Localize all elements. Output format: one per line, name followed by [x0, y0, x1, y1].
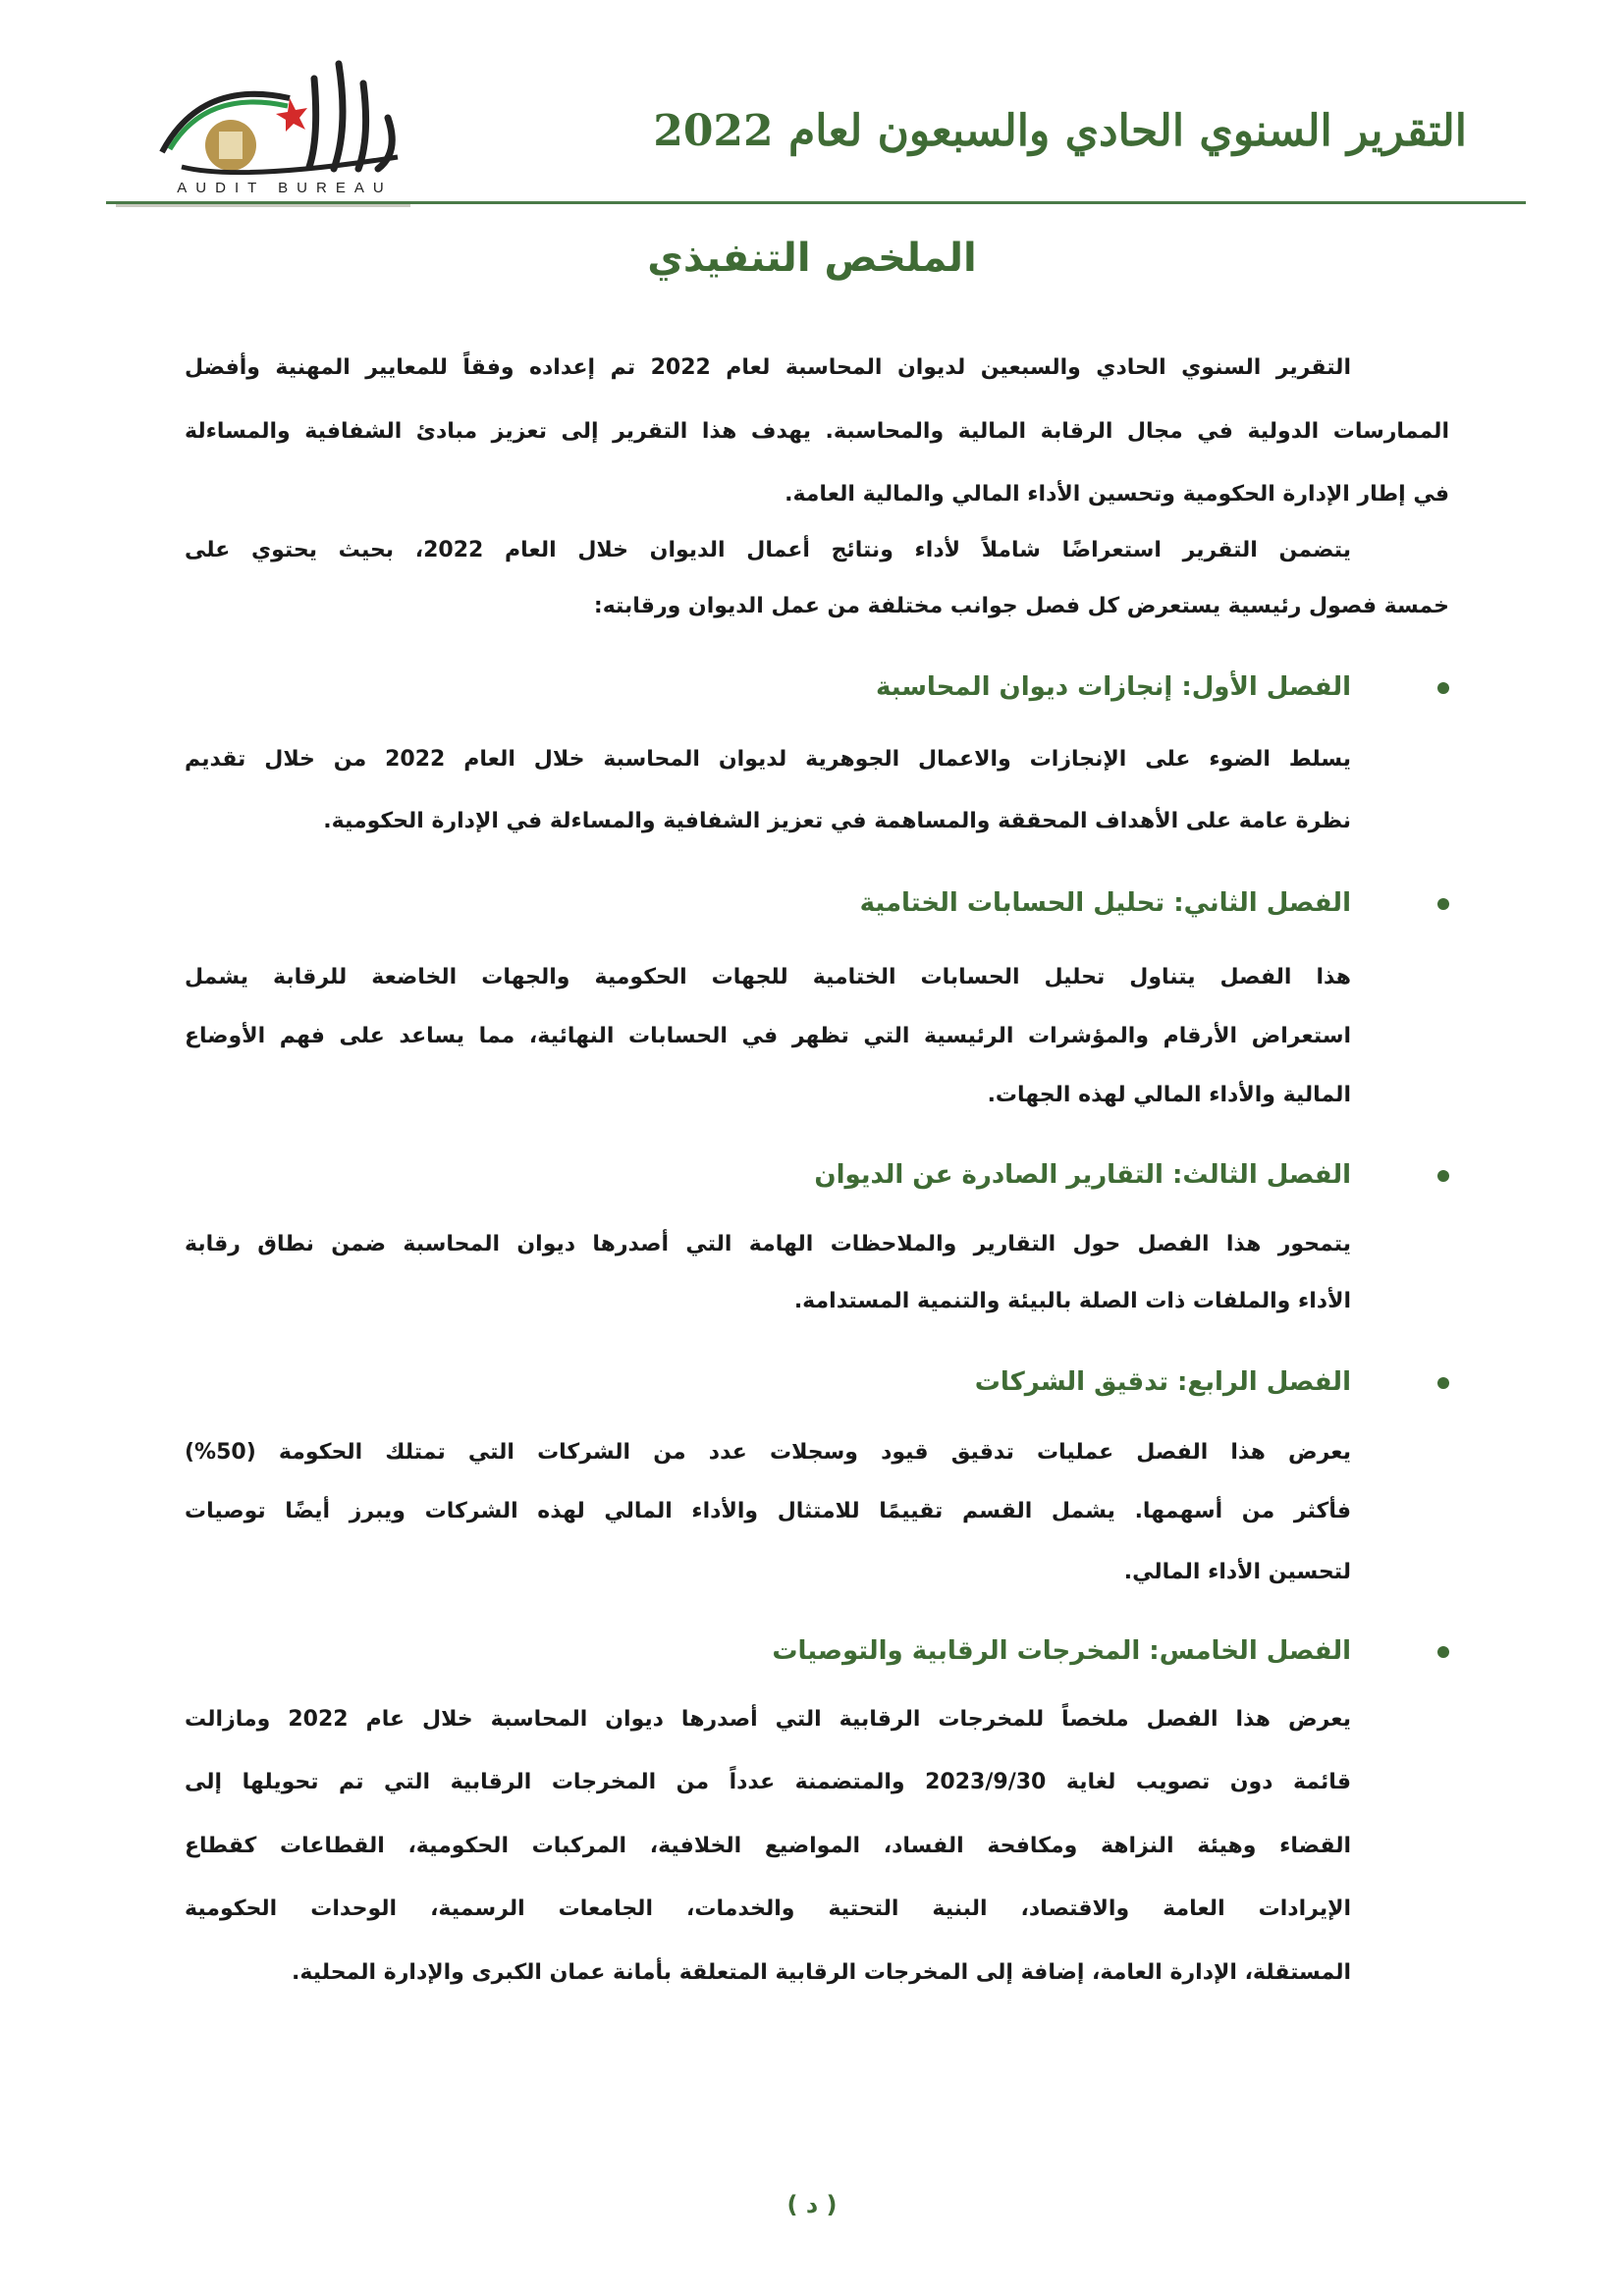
- chapter-text-line: الأداء والملفات ذات الصلة بالبيئة والتنمية المستدامة.: [793, 1289, 1351, 1313]
- chapter-text-line: المالية والأداء المالي لهذه الجهات.: [987, 1083, 1351, 1107]
- chapter-heading: الفصل الثاني: تحليل الحسابات الختامية: [859, 888, 1351, 918]
- header-divider-accent: [116, 204, 410, 207]
- chapter-text-line: هذا الفصل يتناول تحليل الحسابات الختامية للجهات الحكومية والجهات الخاضعة للرقابة يشمل: [185, 965, 1351, 989]
- chapter-heading: الفصل الخامس: المخرجات الرقابية والتوصيات: [772, 1636, 1351, 1666]
- chapter-text-line: الإيرادات العامة والاقتصاد، البنية التحتية والخدمات، الجامعات الرسمية، الوحدات الحكومية: [185, 1896, 1351, 1921]
- chapter-text-line: نظرة عامة على الأهداف المحققة والمساهمة في تعزيز الشفافية والمساءلة في الإدارة الحكومية.: [323, 809, 1351, 833]
- report-header-title: التقرير السنوي الحادي والسبعون لعام 2022: [653, 106, 1467, 156]
- paragraph-line: التقرير السنوي الحادي والسبعين لديوان المحاسبة لعام 2022 تم إعداده وفقاً للمعايير المهنية وأفضل: [185, 355, 1351, 380]
- chapter-text-line: يتمحور هذا الفصل حول التقارير والملاحظات الهامة التي أصدرها ديوان المحاسبة ضمن نطاق رقابة: [185, 1232, 1351, 1256]
- chapter-text-line: يعرض هذا الفصل عمليات تدقيق قيود وسجلات عدد من الشركات التي تمتلك الحكومة (50%): [185, 1440, 1351, 1465]
- bullet-icon: [1437, 898, 1449, 910]
- paragraph-line: يتضمن التقرير استعراضًا شاملاً لأداء ونتائج أعمال الديوان خلال العام 2022، بحيث يحتوي على: [185, 538, 1352, 562]
- chapter-text-line: يعرض هذا الفصل ملخصاً للمخرجات الرقابية التي أصدرها ديوان المحاسبة خلال عام 2022 ومازالت: [185, 1707, 1351, 1732]
- chapter-text-line: القضاء وهيئة النزاهة ومكافحة الفساد، المواضيع الخلافية، المركبات الحكومية، القطاعات كقطاع: [185, 1834, 1351, 1858]
- chapter-heading: الفصل الثالث: التقارير الصادرة عن الديوان: [814, 1160, 1351, 1190]
- chapter-heading: الفصل الرابع: تدقيق الشركات: [974, 1367, 1351, 1397]
- page-title: الملخص التنفيذي: [647, 236, 977, 281]
- svg-text:AUDIT BUREAU: AUDIT BUREAU: [177, 180, 393, 196]
- bullet-icon: [1437, 682, 1449, 694]
- paragraph-line: الممارسات الدولية في مجال الرقابة المالية والمحاسبة. يهدف هذا التقرير إلى تعزيز مبادئ الشفافية والمساءلة: [185, 419, 1449, 444]
- chapter-text-line: فأكثر من أسهمها. يشمل القسم تقييمًا للامتثال والأداء المالي لهذه الشركات ويبرز أيضًا توصيات: [185, 1499, 1351, 1523]
- chapter-text-line: قائمة دون تصويب لغاية 2023/9/30 والمتضمنة عدداً من المخرجات الرقابية التي تم تحويلها إلى: [185, 1770, 1351, 1794]
- page-number: ( د ): [786, 2191, 838, 2218]
- chapter-text-line: لتحسين الأداء المالي.: [1123, 1560, 1351, 1584]
- chapter-text-line: يسلط الضوء على الإنجازات والاعمال الجوهرية لديوان المحاسبة خلال العام 2022 من خلال تقديم: [185, 747, 1351, 772]
- bullet-icon: [1437, 1646, 1449, 1658]
- chapter-heading: الفصل الأول: إنجازات ديوان المحاسبة: [875, 672, 1351, 702]
- bullet-icon: [1437, 1170, 1449, 1182]
- chapter-text-line: المستقلة، الإدارة العامة، إضافة إلى المخرجات الرقابية المتعلقة بأمانة عمان الكبرى والإدارة المحلية.: [292, 1960, 1351, 1985]
- paragraph-line: في إطار الإدارة الحكومية وتحسين الأداء المالي والمالية العامة.: [785, 482, 1449, 507]
- chapter-text-line: استعراض الأرقام والمؤشرات الرئيسية التي تظهر في الحسابات النهائية، مما يساعد على فهم الأوضاع: [185, 1024, 1351, 1048]
- paragraph-line: خمسة فصول رئيسية يستعرض كل فصل جوانب مختلفة من عمل الديوان ورقابته:: [593, 594, 1449, 618]
- bullet-icon: [1437, 1377, 1449, 1389]
- audit-bureau-logo: [142, 59, 427, 196]
